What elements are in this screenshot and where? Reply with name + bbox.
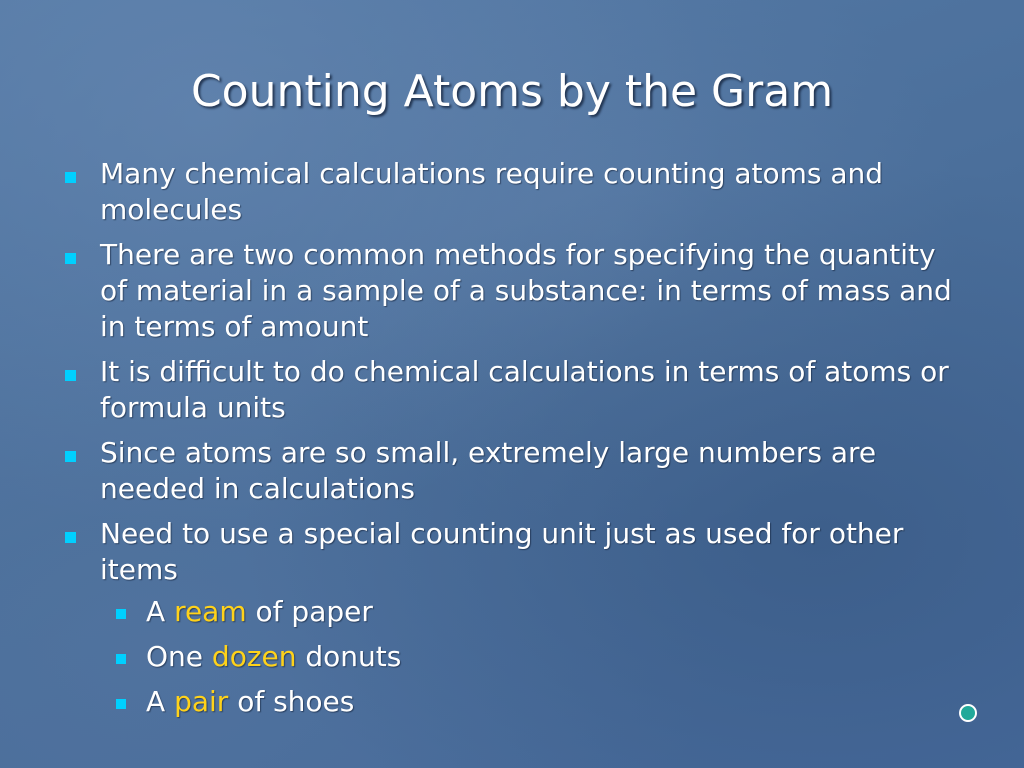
square-bullet-icon <box>65 451 76 462</box>
sub-bullet-item <box>100 594 968 630</box>
square-bullet-icon <box>116 609 126 619</box>
sub-bullet-prefix: A <box>146 595 175 628</box>
sub-bullet-prefix: One <box>146 640 212 673</box>
bullet-text: Many chemical calculations require counting atoms and molecules <box>100 157 884 226</box>
bullet-item <box>58 237 968 345</box>
square-bullet-icon <box>65 370 76 381</box>
sub-bullet-suffix: donuts <box>296 640 402 673</box>
sub-bullet-item <box>100 684 968 720</box>
square-bullet-icon <box>116 654 126 664</box>
bullet-item <box>58 354 968 426</box>
square-bullet-icon <box>65 532 76 543</box>
bullet-item <box>58 516 968 720</box>
sub-bullet-list <box>100 594 968 720</box>
bullet-item <box>58 435 968 507</box>
square-bullet-icon <box>65 172 76 183</box>
bullet-text: Since atoms are so small, extremely large numbers are needed in calculations <box>100 436 877 505</box>
highlight-word: ream <box>174 595 247 628</box>
sub-bullet-suffix: of shoes <box>228 685 355 718</box>
sub-bullet-prefix: A <box>146 685 175 718</box>
bullet-item <box>58 156 968 228</box>
bullet-text: There are two common methods for specifying the quantity of material in a sample of a substance: in terms of mass and in terms of amount <box>100 238 952 343</box>
square-bullet-icon <box>65 253 76 264</box>
slide-title: Counting Atoms by the Gram <box>190 66 834 117</box>
sub-bullet-item <box>100 639 968 675</box>
highlight-word: dozen <box>211 640 297 673</box>
bullet-text: Need to use a special counting unit just as used for other items <box>100 517 904 586</box>
square-bullet-icon <box>116 699 126 709</box>
circle-nav-button-icon[interactable] <box>959 704 977 722</box>
bullet-list <box>58 156 968 729</box>
sub-bullet-suffix: of paper <box>246 595 373 628</box>
highlight-word: pair <box>174 685 229 718</box>
bullet-text: It is difficult to do chemical calculations in terms of atoms or formula units <box>100 355 949 424</box>
